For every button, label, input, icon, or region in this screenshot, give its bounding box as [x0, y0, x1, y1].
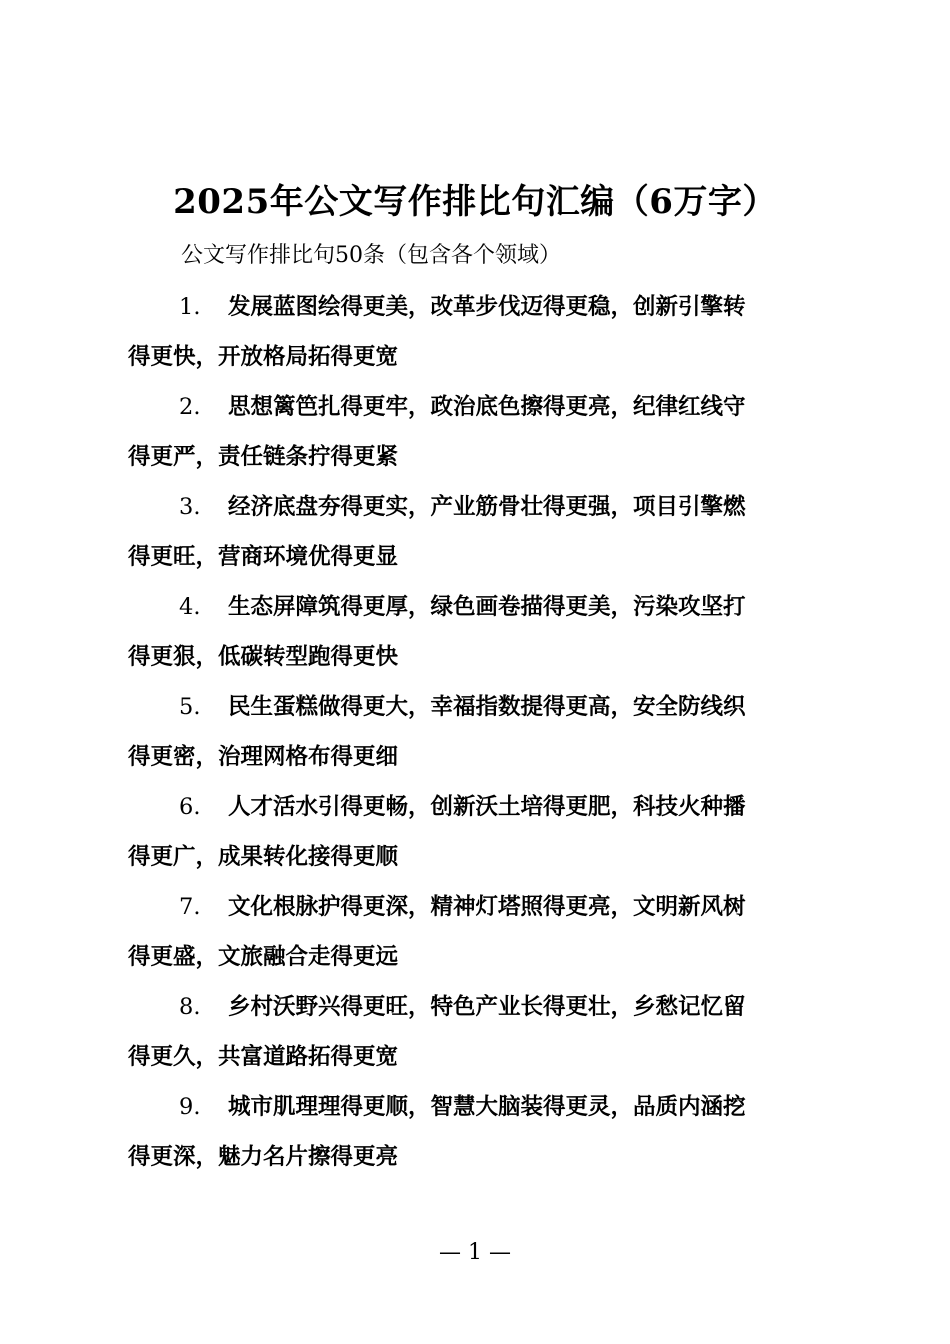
list-item	[128, 1082, 834, 1182]
item-text-continuation: 得更深，魅力名片擦得更亮	[128, 1144, 399, 1170]
list-item	[128, 782, 834, 882]
item-number: 3.	[179, 494, 201, 520]
list-item	[128, 882, 834, 982]
document-title: 2025年公文写作排比句汇编（6万字）	[173, 182, 777, 222]
item-text: 思想篱笆扎得更牢，政治底色擦得更亮，纪律红线守	[228, 394, 746, 420]
item-text: 乡村沃野兴得更旺，特色产业长得更壮，乡愁记忆留	[228, 994, 746, 1020]
item-number: 1.	[179, 294, 201, 320]
page-number: — 1 —	[439, 1240, 511, 1265]
item-number: 7.	[179, 894, 201, 920]
item-text-continuation: 得更广，成果转化接得更顺	[128, 844, 399, 870]
list-item	[128, 582, 834, 682]
item-text: 人才活水引得更畅，创新沃土培得更肥，科技火种播	[228, 794, 746, 820]
item-text-continuation: 得更久，共富道路拓得更宽	[128, 1044, 399, 1070]
item-text-continuation: 得更快，开放格局拓得更宽	[128, 344, 399, 370]
list-item	[128, 682, 834, 782]
item-text: 发展蓝图绘得更美，改革步伐迈得更稳，创新引擎转	[228, 294, 746, 320]
item-text: 城市肌理理得更顺，智慧大脑装得更灵，品质内涵挖	[228, 1094, 746, 1120]
item-text: 民生蛋糕做得更大，幸福指数提得更高，安全防线织	[228, 694, 746, 720]
list-item	[128, 282, 834, 382]
item-number: 9.	[179, 1094, 201, 1120]
item-number: 8.	[179, 994, 201, 1020]
item-text-continuation: 得更狠，低碳转型跑得更快	[128, 644, 399, 670]
item-number: 6.	[179, 794, 201, 820]
item-number: 2.	[179, 394, 201, 420]
list-item	[128, 482, 834, 582]
item-text: 生态屏障筑得更厚，绿色画卷描得更美，污染攻坚打	[228, 594, 746, 620]
parallel-sentence-list	[128, 282, 834, 1182]
item-text: 经济底盘夯得更实，产业筋骨壮得更强，项目引擎燃	[228, 494, 746, 520]
document-subtitle: 公文写作排比句50条（包含各个领域）	[181, 243, 561, 268]
item-number: 4.	[179, 594, 201, 620]
item-text: 文化根脉护得更深，精神灯塔照得更亮，文明新风树	[228, 894, 746, 920]
item-text-continuation: 得更严，责任链条拧得更紧	[128, 444, 399, 470]
item-text-continuation: 得更盛，文旅融合走得更远	[128, 944, 399, 970]
list-item	[128, 382, 834, 482]
list-item	[128, 982, 834, 1082]
item-number: 5.	[179, 694, 201, 720]
item-text-continuation: 得更旺，营商环境优得更显	[128, 544, 399, 570]
item-text-continuation: 得更密，治理网格布得更细	[128, 744, 399, 770]
